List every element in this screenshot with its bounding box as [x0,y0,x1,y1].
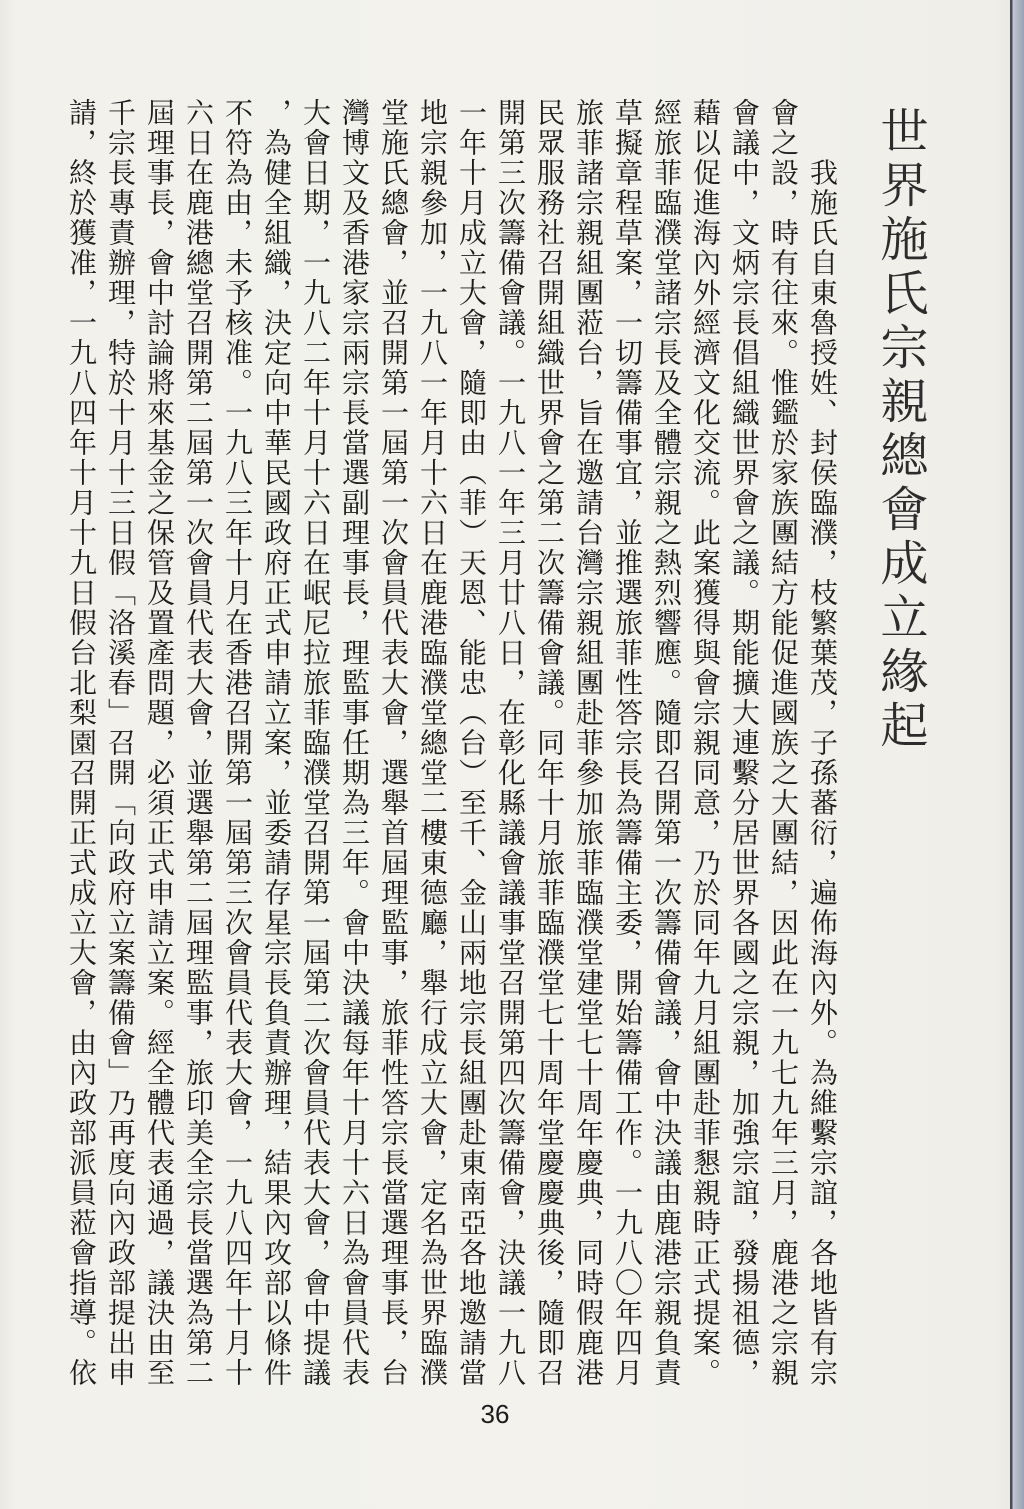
page-title: 世界施氏宗親總會成立緣起 [872,106,928,754]
text-column: 不符為由，未予核准。一九八三年十月在香港召開第一屆第三次會員代表大會，一九八四年十月十 [221,98,254,1388]
text-column: 請，終於獲准，一九八四年十月十九日假台北梨園召開正式成立大會，由內政部派員蒞會指導。依 [65,98,98,1388]
text-column: 堂施氏總會，並召開第一屆第一次會員代表大會，選舉首屆理監事，旅菲性答宗長當選理事長，台 [377,98,410,1388]
body-text [62,98,842,1398]
text-column: 會議中，文炳宗長倡組織世界會之議。期能擴大連繫分居世界各國之宗親，加強宗誼，發揚祖德， [728,98,761,1388]
text-column: 民眾服務社召開組織世界會之第二次籌備會議。同年十月旅菲臨濮堂七十周年堂慶慶典後，隨即召 [533,98,566,1388]
text-column: 屆理事長，會中討論將來基金之保管及置產問題，必須正式申請立案。經全體代表通過，議決由至 [143,98,176,1388]
text-column: 草擬章程草案，一切籌備事宜，並推選旅菲性答宗長為籌備主委，開始籌備工作。一九八〇年四月 [611,98,644,1388]
text-column: 藉以促進海內外經濟文化交流。此案獲得與會宗親同意，乃於同年九月組團赴菲懇親時正式提案。 [689,98,722,1388]
book-page-edge [1010,0,1024,1509]
text-column: 開第三次籌備會議。一九八一年三月廿八日，在彰化縣議會議事堂召開第四次籌備會，決議一九八 [494,98,527,1388]
text-column: 地宗親參加，一九八一年月十六日在鹿港臨濮堂總堂二樓東德廳，舉行成立大會，定名為世界臨濮 [416,98,449,1388]
text-column: 我施氏自東魯授姓、封侯臨濮，枝繁葉茂，子孫蕃衍，遍佈海內外。為維繫宗誼，各地皆有宗 [806,158,839,1388]
text-column: 灣博文及香港家宗兩宗長當選副理事長，理監事任期為三年。會中決議每年十月十六日為會員代表 [338,98,371,1388]
text-column: 千宗長專責辦理，特於十月十三日假「洛溪春」召開「向政府立案籌備會」乃再度向內政部提出申 [104,98,137,1388]
text-column: 會之設，時有往來。惟鑑於家族團結方能促進國族之大團結，因此在一九七九年三月，鹿港之宗親 [767,98,800,1388]
text-column: ，為健全組織，決定向中華民國政府正式申請立案，並委請存星宗長負責辦理，結果內攻部以條件 [260,98,293,1388]
text-column: 旅菲諸宗親組團蒞台，旨在邀請台灣宗親組團赴菲參加旅菲臨濮堂建堂七十周年慶典，同時假鹿港 [572,98,605,1388]
page-number: 36 [480,1399,510,1429]
text-column: 大會日期，一九八二年十月十六日在岷尼拉旅菲臨濮堂召開第一屆第二次會員代表大會，會中提議 [299,98,332,1388]
text-column: 六日在鹿港總堂召開第二屆第一次會員代表大會，並選舉第二屆理監事，旅印美全宗長當選為第二 [182,98,215,1388]
text-column: 一年十月成立大會，隨即由（菲）天恩、能忠（台）至千、金山兩地宗長組團赴東南亞各地邀請當 [455,98,488,1388]
text-column: 經旅菲臨濮堂諸宗長及全體宗親之熱烈響應。隨即召開第一次籌備會議，會中決議由鹿港宗親負責 [650,98,683,1388]
